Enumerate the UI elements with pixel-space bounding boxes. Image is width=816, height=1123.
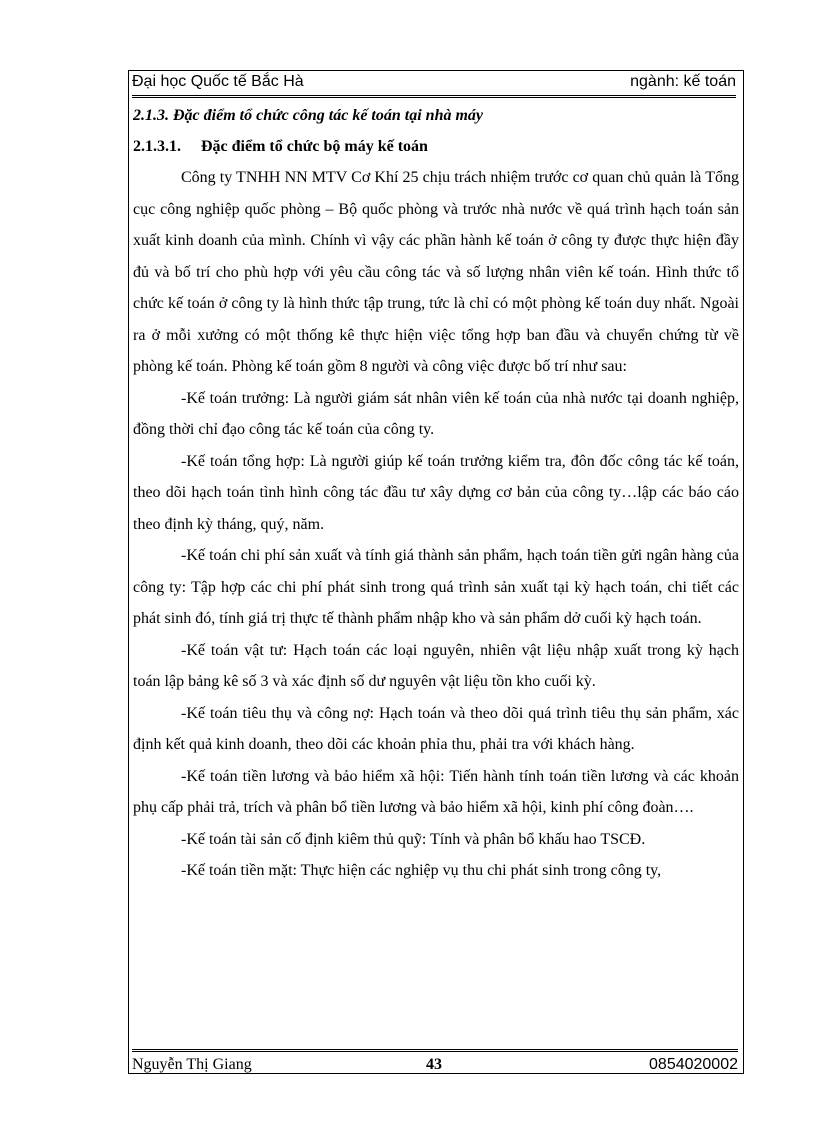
header-university: Đại học Quốc tế Bắc Hà — [132, 73, 304, 90]
subsection-title — [133, 131, 739, 162]
paragraph: -Kế toán tiền lương và bảo hiểm xã hội: Tiến hành tính toán tiền lương và các khoản phụ cấp phải trả, trích và phân bổ tiền lương và bảo hiểm xã hội, kinh phí công đoàn…. — [133, 767, 739, 816]
page-header — [132, 73, 736, 98]
page-footer — [132, 1049, 738, 1078]
paragraph: -Kế toán chi phí sản xuất và tính giá thành sản phẩm, hạch toán tiền gửi ngân hàng của công ty: Tập hợp các chi phí phát sinh trong quá trình sản xuất tại kỳ hạch toán, chi tiết các phát sinh đó, tính giá trị thực tế thành phẩm nhập kho và sản phẩm dở cuối kỳ hạch toán. — [133, 547, 739, 627]
paragraph: -Kế toán trưởng: Là người giám sát nhân viên kế toán của nhà nước tại doanh nghiệp, đồng thời chỉ đạo công tác kế toán của công ty. — [133, 389, 739, 438]
subsection-title-text: Đặc điểm tổ chức bộ máy kế toán — [201, 138, 428, 155]
paragraph: -Kế toán tiền mặt: Thực hiện các nghiệp vụ thu chi phát sinh trong công ty, — [181, 862, 662, 879]
page-frame-top — [128, 70, 744, 71]
page-frame-right — [743, 70, 744, 1074]
footer-author: Nguyễn Thị Giang — [132, 1056, 252, 1073]
footer-student-id: 0854020002 — [649, 1056, 738, 1073]
page-content — [133, 100, 739, 887]
subsection-number: 2.1.3.1. — [133, 138, 181, 155]
section-title: 2.1.3. Đặc điểm tổ chức công tác kế toán tại nhà máy — [133, 107, 484, 124]
page-number: 43 — [426, 1056, 442, 1073]
header-major: ngành: kế toán — [630, 73, 736, 90]
paragraph: -Kế toán tổng hợp: Là người giúp kế toán trưởng kiểm tra, đôn đốc công tác kế toán, theo dõi hạch toán tình hình công tác đầu tư xây dựng cơ bản của công ty…lập các báo cáo theo định kỳ tháng, quý, năm. — [133, 452, 739, 533]
paragraph: -Kế toán vật tư: Hạch toán các loại nguyên, nhiên vật liệu nhập xuất trong kỳ hạch toán lập bảng kê số 3 và xác định số dư nguyên vật liệu tồn kho cuối kỳ. — [133, 641, 739, 690]
paragraph: -Kế toán tài sản cố định kiêm thủ quỹ: Tính và phân bổ khấu hao TSCĐ. — [181, 830, 646, 848]
paragraph: -Kế toán tiêu thụ và công nợ: Hạch toán và theo dõi quá trình tiêu thụ sản phẩm, xác định kết quả kinh doanh, theo dõi các khoản phỉa thu, phải tra với khách hàng. — [133, 704, 739, 753]
paragraph: Công ty TNHH NN MTV Cơ Khí 25 chịu trách nhiệm trước cơ quan chủ quản là Tổng cục công nghiệp quốc phòng – Bộ quốc phòng và trước nhà nước về quá trình hạch toán sản xuất kinh doanh của mình. Chính vì vậy các phần hành kế toán ở công ty được thực hiện đầy đủ và bố trí cho phù hợp với yêu cầu công tác và số lượng nhân viên kế toán. Hình thức tổ chức kế toán ở công ty là hình thức tập trung, tức là chỉ có một phòng kế toán duy nhất. Ngoài ra ở mỗi xưởng có một thống kê thực hiện việc tổng hợp ban đầu và chuyển chứng từ về phòng kế toán. Phòng kế toán gồm 8 người và công việc được bố trí như sau: — [133, 169, 739, 375]
page-frame-left — [128, 70, 129, 1074]
